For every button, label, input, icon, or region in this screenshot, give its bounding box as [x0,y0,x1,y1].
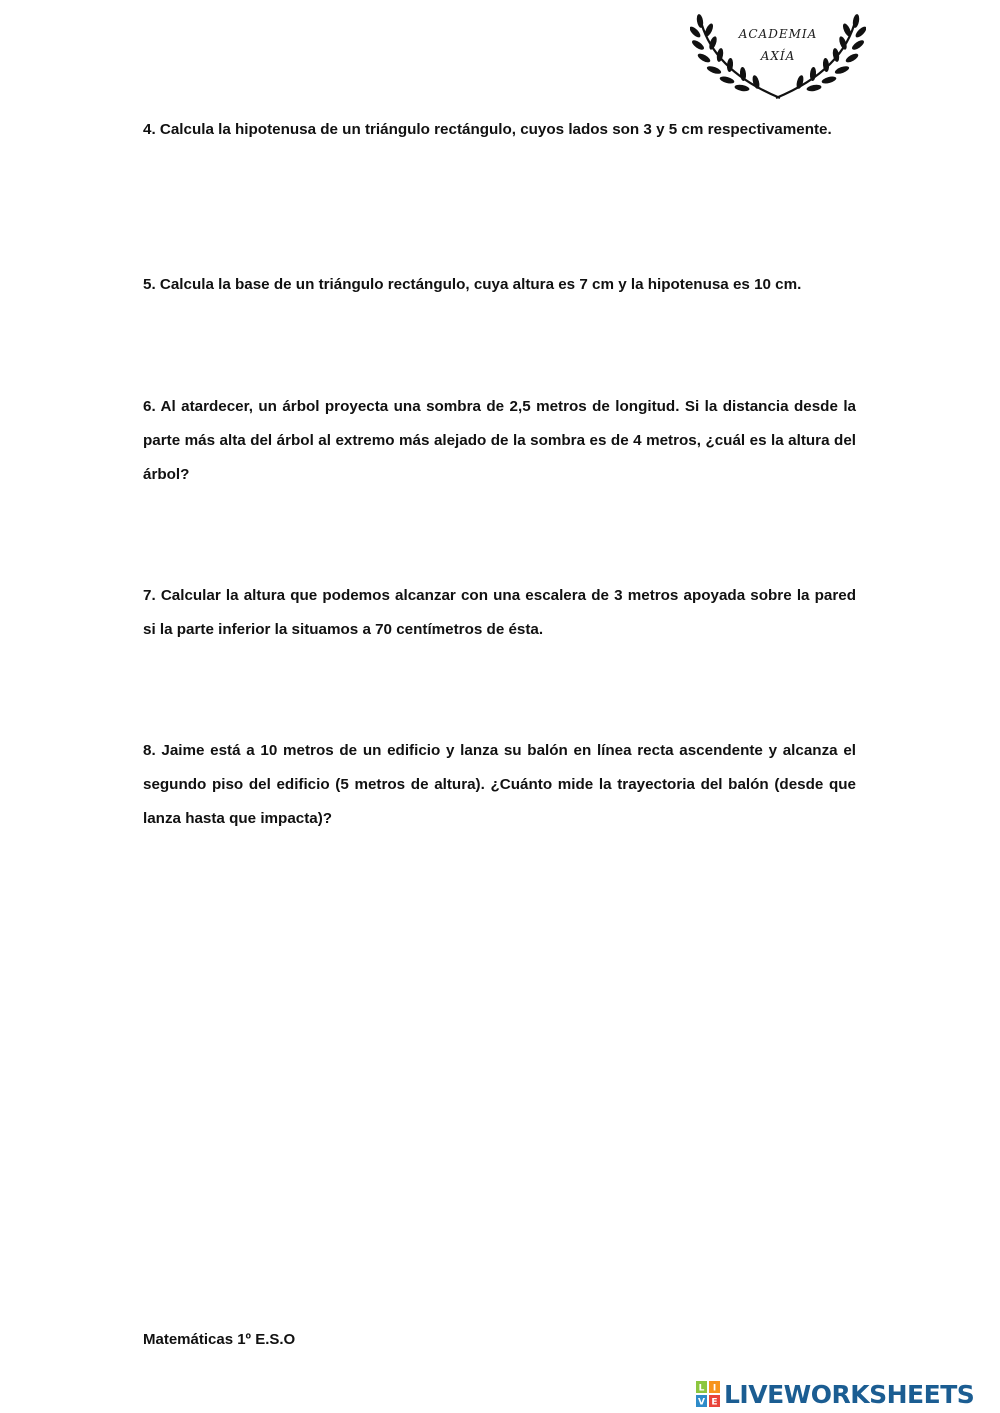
icon-letter-v: V [698,1397,705,1407]
question-4: 4. Calcula la hipotenusa de un triángulo rectángulo, cuyos lados son 3 y 5 cm respectivamente. [143,121,832,138]
question-8: 8. Jaime está a 10 metros de un edificio y lanza su balón en línea recta ascendente y alcanza el segundo piso del edificio (5 metros de altura). ¿Cuánto mide la trayectoria del balón (desde que lanza hasta que impacta)? [143,742,856,827]
icon-letter-l: L [698,1383,705,1394]
question-6: 6. Al atardecer, un árbol proyecta una sombra de 2,5 metros de longitud. Si la distancia desde la parte más alta del árbol al extremo más alejado de la sombra es de 4 metros, ¿cuál es la altura del árbol? [143,398,856,483]
logo-text-axia: AXÍA [760,49,796,63]
liveworksheets-text: LIVEWORKSHEETS [724,1379,975,1409]
liveworksheets-watermark[interactable] [696,1378,974,1410]
icon-letter-i: I [712,1383,717,1394]
icon-letter-e: E [711,1397,718,1407]
footer-subject: Matemáticas 1º E.S.O [143,1331,296,1348]
question-5: 5. Calcula la base de un triángulo rectángulo, cuya altura es 7 cm y la hipotenusa es 10 cm. [143,276,802,293]
liveworksheets-logo-icon [696,1381,720,1407]
logo-text-academia: ACADEMIA [738,27,818,41]
academy-logo [690,12,866,104]
question-7: 7. Calcular la altura que podemos alcanzar con una escalera de 3 metros apoyada sobre la pared si la parte inferior la situamos a 70 centímetros de ésta. [143,587,856,638]
